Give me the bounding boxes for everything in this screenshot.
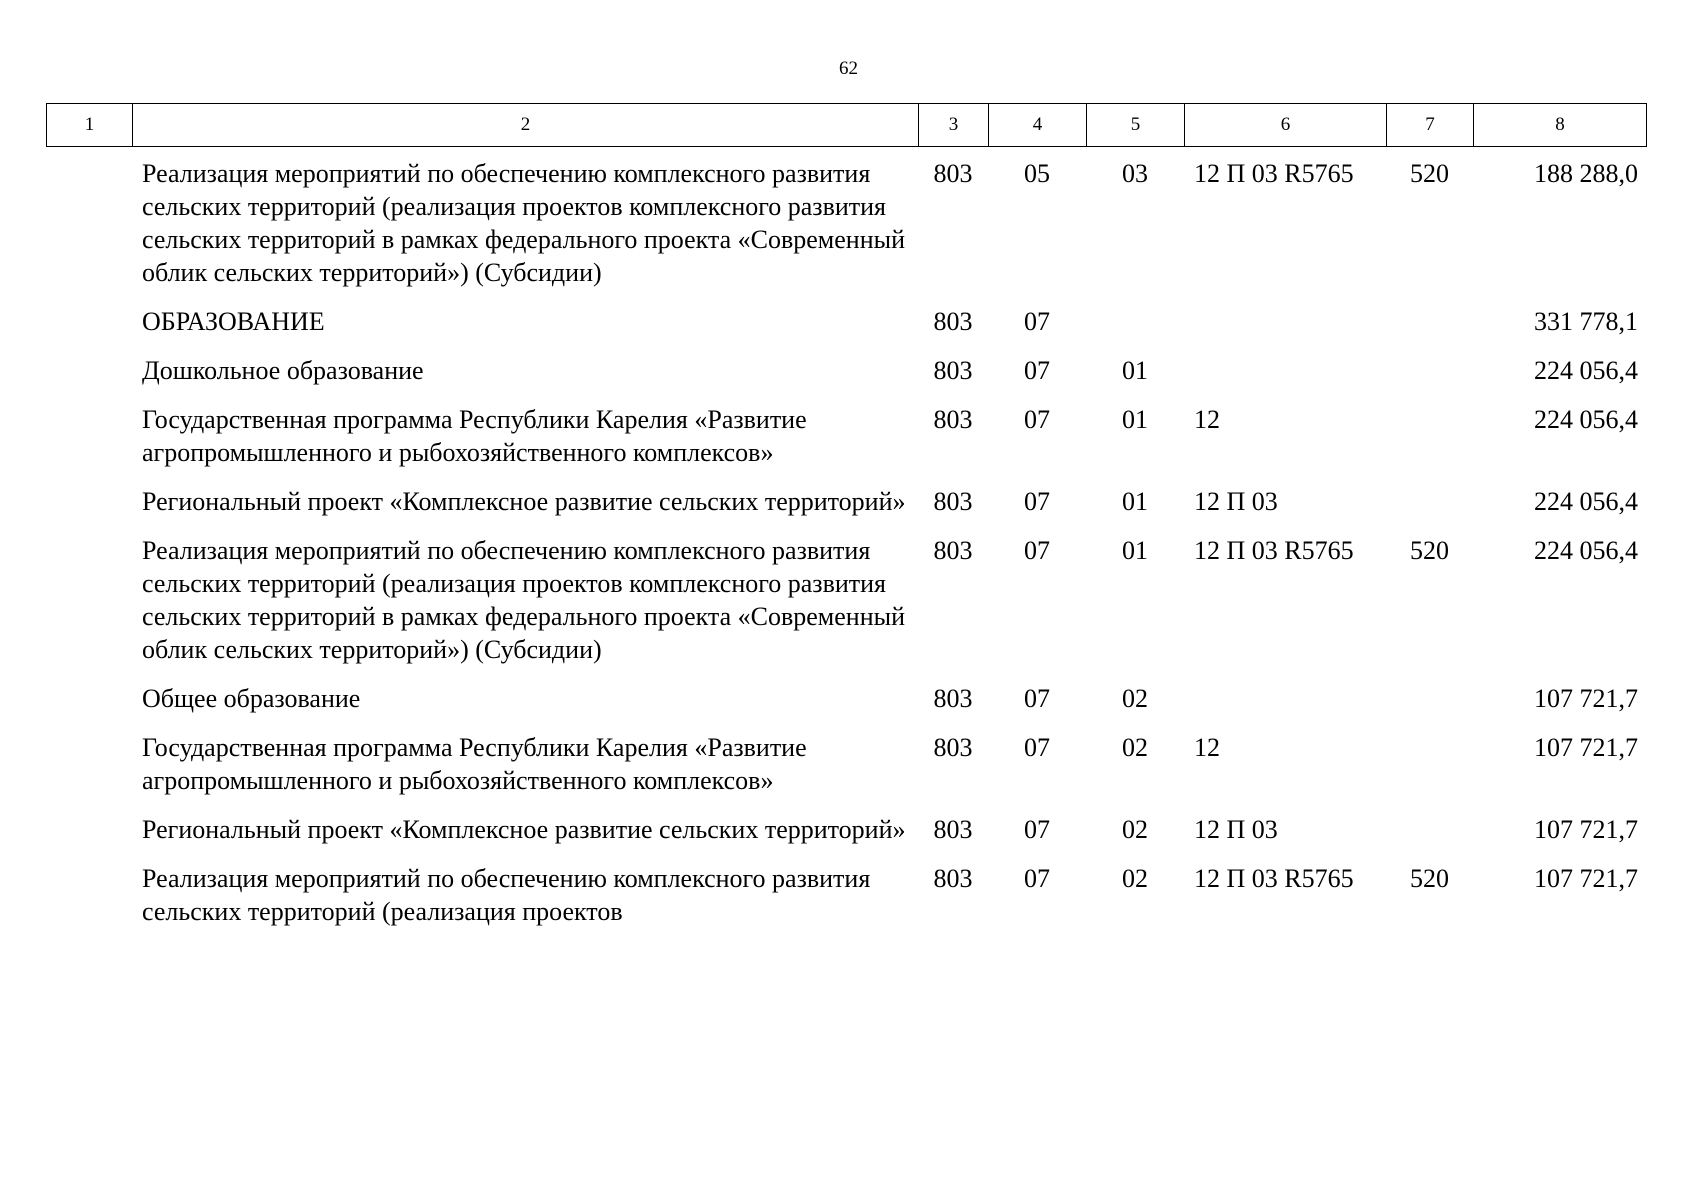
- row-section-code: 07: [1024, 733, 1050, 762]
- row-ministry-code: 803: [933, 815, 973, 844]
- table-row: [46, 682, 1646, 731]
- row-description: Региональный проект «Комплексное развитие сельских территорий»: [142, 815, 906, 844]
- column-header-7: 7: [1387, 104, 1474, 147]
- column-header-5: 5: [1087, 104, 1185, 147]
- row-expense-type-code: [1386, 354, 1473, 403]
- row-section-code: 07: [1024, 536, 1050, 565]
- row-expense-type-code: [1386, 485, 1473, 534]
- column-header-2: 2: [133, 104, 919, 147]
- column-header-row: [47, 104, 1647, 147]
- column-header-8: 8: [1474, 104, 1647, 147]
- table-row: [46, 813, 1646, 862]
- row-target-article-code: [1184, 305, 1386, 354]
- row-description: Дошкольное образование: [142, 356, 424, 385]
- row-subsection-code: 02: [1122, 684, 1148, 713]
- row-amount: 224 056,4: [1534, 356, 1638, 385]
- row-subsection-code: 02: [1122, 864, 1148, 893]
- row-amount: 224 056,4: [1534, 405, 1638, 434]
- row-subsection-code: 01: [1122, 356, 1148, 385]
- row-target-article-code: 12 П 03: [1194, 815, 1278, 844]
- table-row: [46, 403, 1646, 485]
- row-section-code: 07: [1024, 405, 1050, 434]
- row-section-code: 07: [1024, 307, 1050, 336]
- column-header-4: 4: [989, 104, 1087, 147]
- table-row: [46, 731, 1646, 813]
- budget-table-body: [46, 157, 1646, 944]
- row-ministry-code: 803: [933, 864, 973, 893]
- row-amount: 188 288,0: [1534, 159, 1638, 188]
- table-row: [46, 305, 1646, 354]
- row-expense-type-code: [1386, 305, 1473, 354]
- row-description: Региональный проект «Комплексное развитие сельских территорий»: [142, 487, 906, 516]
- row-expense-type-code: 520: [1410, 536, 1449, 565]
- row-amount: 224 056,4: [1534, 487, 1638, 516]
- row-expense-type-code: 520: [1410, 159, 1449, 188]
- row-target-article-code: 12 П 03 R5765: [1194, 159, 1354, 188]
- row-amount: 107 721,7: [1534, 684, 1638, 713]
- row-amount: 107 721,7: [1534, 864, 1638, 893]
- row-subsection-code: [1086, 305, 1184, 354]
- row-subsection-code: 02: [1122, 815, 1148, 844]
- row-description: Государственная программа Республики Карелия «Развитие агропромышленного и рыбохозяйственного комплексов»: [142, 733, 807, 795]
- row-description: ОБРАЗОВАНИЕ: [142, 307, 325, 336]
- row-ministry-code: 803: [933, 536, 973, 565]
- row-target-article-code: 12: [1194, 405, 1220, 434]
- row-target-article-code: 12 П 03 R5765: [1194, 864, 1354, 893]
- column-header-3: 3: [919, 104, 989, 147]
- column-header-1: 1: [47, 104, 133, 147]
- row-amount: 331 778,1: [1534, 307, 1638, 336]
- row-expense-type-code: [1386, 813, 1473, 862]
- row-description: Реализация мероприятий по обеспечению комплексного развития сельских территорий (реализация проектов комплексного развития сельских территорий в рамках федерального проекта «Современный облик сельских территорий») (Субсидии): [142, 159, 906, 287]
- row-subsection-code: 02: [1122, 733, 1148, 762]
- column-header-6: 6: [1185, 104, 1387, 147]
- table-row: [46, 157, 1646, 305]
- row-description: Общее образование: [142, 684, 361, 713]
- row-description: Реализация мероприятий по обеспечению комплексного развития сельских территорий (реализация проектов: [142, 864, 871, 926]
- row-section-code: 07: [1024, 815, 1050, 844]
- row-amount: 224 056,4: [1534, 536, 1638, 565]
- row-expense-type-code: 520: [1410, 864, 1449, 893]
- row-amount: 107 721,7: [1534, 733, 1638, 762]
- row-ministry-code: 803: [933, 356, 973, 385]
- row-section-code: 05: [1024, 159, 1050, 188]
- row-expense-type-code: [1386, 682, 1473, 731]
- row-subsection-code: 03: [1122, 159, 1148, 188]
- row-ministry-code: 803: [933, 733, 973, 762]
- page-number: 62: [839, 58, 858, 79]
- row-amount: 107 721,7: [1534, 815, 1638, 844]
- row-ministry-code: 803: [933, 307, 973, 336]
- row-target-article-code: 12: [1194, 733, 1220, 762]
- row-ministry-code: 803: [933, 487, 973, 516]
- row-target-article-code: [1184, 682, 1386, 731]
- row-section-code: 07: [1024, 684, 1050, 713]
- table-row: [46, 862, 1646, 944]
- row-expense-type-code: [1386, 403, 1473, 485]
- row-expense-type-code: [1386, 731, 1473, 813]
- row-ministry-code: 803: [933, 159, 973, 188]
- row-section-code: 07: [1024, 864, 1050, 893]
- row-subsection-code: 01: [1122, 405, 1148, 434]
- row-target-article-code: [1184, 354, 1386, 403]
- row-subsection-code: 01: [1122, 536, 1148, 565]
- column-header-table: [46, 103, 1647, 147]
- row-description: Реализация мероприятий по обеспечению комплексного развития сельских территорий (реализация проектов комплексного развития сельских территорий в рамках федерального проекта «Современный облик сельских территорий») (Субсидии): [142, 536, 906, 664]
- row-ministry-code: 803: [933, 405, 973, 434]
- row-ministry-code: 803: [933, 684, 973, 713]
- row-target-article-code: 12 П 03: [1194, 487, 1278, 516]
- table-row: [46, 485, 1646, 534]
- table-row: [46, 534, 1646, 682]
- table-row: [46, 354, 1646, 403]
- row-section-code: 07: [1024, 487, 1050, 516]
- row-description: Государственная программа Республики Карелия «Развитие агропромышленного и рыбохозяйственного комплексов»: [142, 405, 807, 467]
- row-subsection-code: 01: [1122, 487, 1148, 516]
- row-target-article-code: 12 П 03 R5765: [1194, 536, 1354, 565]
- row-section-code: 07: [1024, 356, 1050, 385]
